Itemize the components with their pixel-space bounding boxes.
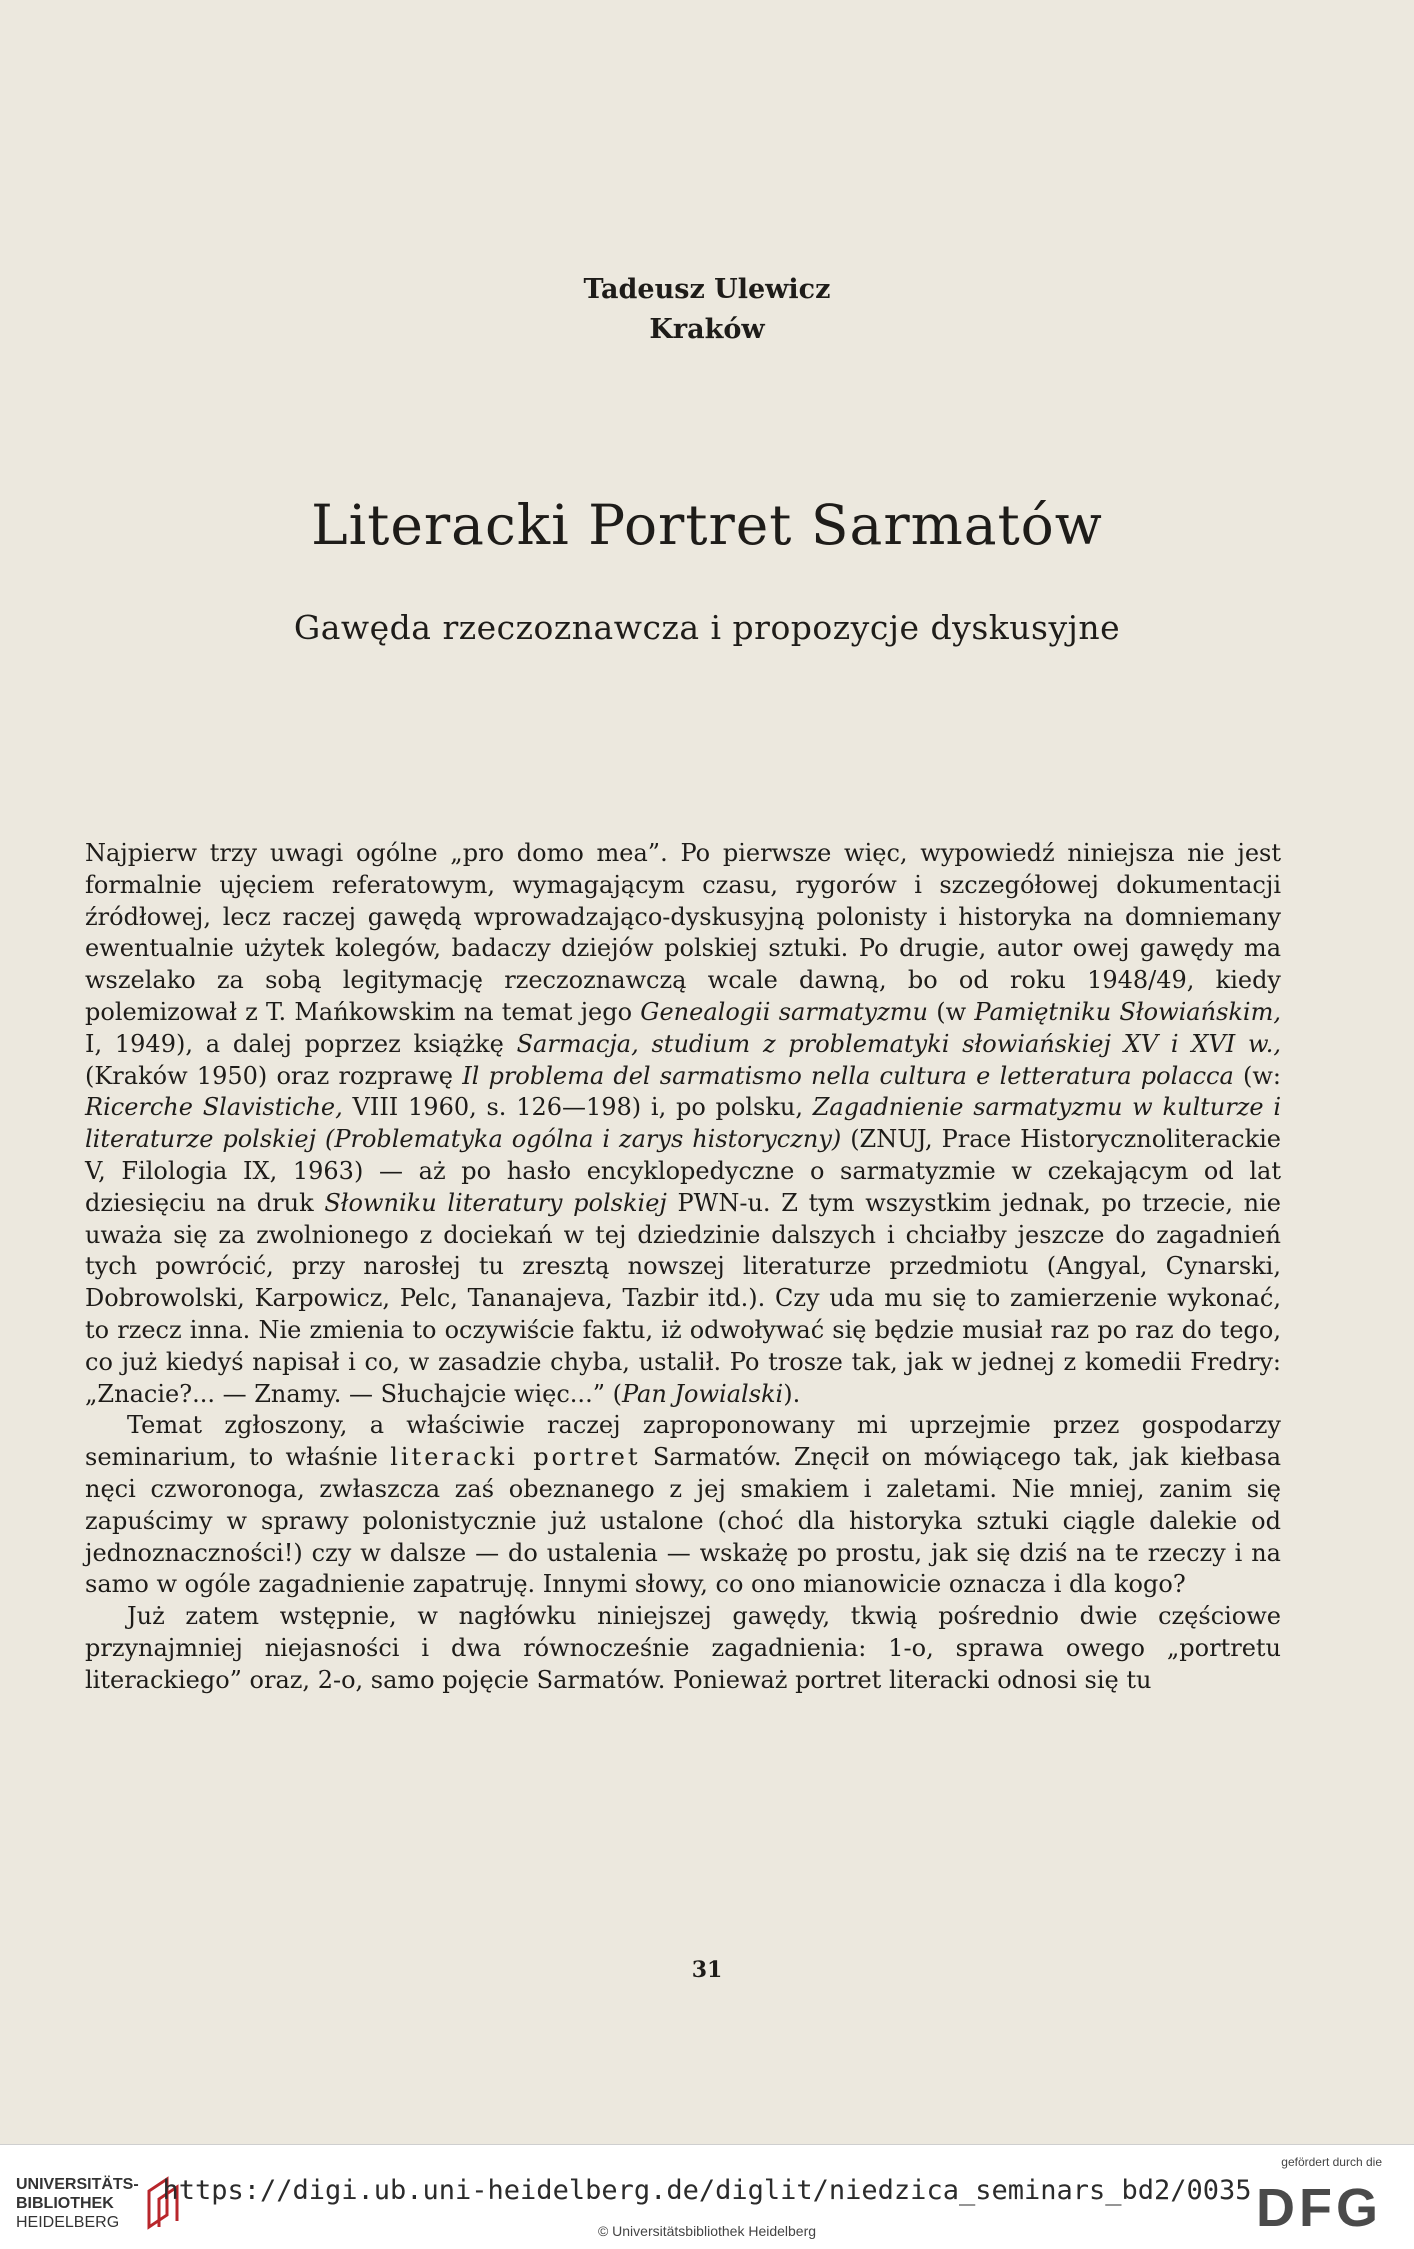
text-run: ). xyxy=(783,1379,801,1408)
italic-citation: Zagadnienie sarmatyzmu w kulturze i literaturze polskiej (Problematyka ogólna i zarys historyczny) xyxy=(85,1093,1281,1154)
text-run: VIII 1960, s. 126—198) i, po polsku, xyxy=(342,1093,813,1122)
author-name: Tadeusz Ulewicz xyxy=(583,274,831,305)
viewer-footer xyxy=(0,2144,1414,2249)
page-number: 31 xyxy=(691,1957,723,1983)
italic-citation: Sarmacja, studium z problematyki słowiańskiej XV i XVI w., xyxy=(516,1029,1281,1058)
italic-citation: Ricerche Slavistiche, xyxy=(85,1093,343,1122)
italic-citation: Słowniku literatury polskiej xyxy=(324,1188,667,1217)
text-run: Najpierw trzy uwagi ogólne „pro domo mea”. Po pierwsze więc, wypowiedź niniejsza nie jest formalnie ujęciem referatowym, wymagającym czasu, rygorów i szczegółowej dokumentacji źródłowej, lecz raczej gawędą wprowadzająco-dyskusyjną polonisty i historyka na domniemany ewentualnie użytek kolegów, badaczy dziejów polskiej sztuki. Po drugie, autor owej gawędy ma wszelako za sobą legitymację rzeczoznawczą wcale dawną, bo od roku 1948/49, kiedy polemizował z T. Mańkowskim na temat jego xyxy=(85,839,1281,1026)
article-body xyxy=(85,838,1281,1697)
italic-citation: Il problema del sarmatismo nella cultura e letteratura polacca xyxy=(462,1061,1234,1090)
library-name-line1: UNIVERSITÄTS- xyxy=(16,2176,139,2193)
dfg-logo-icon[interactable]: DFG xyxy=(1256,2178,1382,2238)
sponsor-note: gefördert durch die xyxy=(1281,2155,1382,2169)
italic-citation: Pamiętniku Słowiańskim, xyxy=(974,997,1281,1026)
paragraph-3 xyxy=(85,1601,1281,1696)
text-run: PWN-u. Z tym wszystkim jednak, po trzecie, nie uważa się za zwolnionego z dociekań w tej dziedzinie dalszych i chciałby jeszcze do zagadnień tych powrócić, przy narosłej tu zresztą nowszej literaturze przedmiotu (Angyal, Cynarski, Dobrowolski, Karpowicz, Pelc, Tananajeva, Tazbir itd.). Czy uda mu się to zamierzenie wykonać, to rzecz inna. Nie zmienia to oczywiście faktu, iż odwoływać się będzie musiał raz po raz do tego, co już kiedyś napisał i co, w zasadzie chyba, ustalił. Po trosze tak, jak w jednej z komedii Fredry: „Znacie?... — Znamy. — Słuchajcie więc...” ( xyxy=(85,1188,1282,1408)
text-run: I, 1949), a dalej poprzez książkę xyxy=(85,1029,517,1058)
text-run: Temat zgłoszony, a właściwie raczej zaproponowany mi uprzejmie przez gospodarzy seminarium, to właśnie xyxy=(85,1411,1281,1472)
spaced-emphasis: literacki portret xyxy=(390,1443,641,1472)
paragraph-1 xyxy=(85,838,1281,1410)
library-name-line2: BIBLIOTHEK xyxy=(16,2195,114,2212)
article-subtitle: Gawęda rzeczoznawcza i propozycje dyskusyjne xyxy=(293,608,1121,647)
italic-citation: Pan Jowialski xyxy=(621,1379,784,1408)
text-run: (Kraków 1950) oraz rozprawę xyxy=(85,1061,463,1090)
text-run: Sarmatów. Znęcił on mówiącego tak, jak kiełbasa nęci czworonoga, zwłaszcza zaś obeznanego z jej smakiem i zaletami. Nie mniej, zanim się zapuścimy w sprawy polonistycznie już ustalone (choć dla historyka sztuki ciągle dalekie od jednoznaczności!) czy w dalsze — do ustalenia — wskażę po prostu, jak się dziś na te rzeczy i na samo w ogóle zagadnienie zapatruję. Innymi słowy, co ono mianowicie oznacza i dla kogo? xyxy=(85,1443,1281,1599)
copyright-notice: © Universitätsbibliothek Heidelberg xyxy=(597,2223,817,2239)
author-location: Kraków xyxy=(649,314,765,345)
author-block xyxy=(0,270,1414,350)
text-run: (ZNUJ, Prace Historycznoliterackie V, Filologia IX, 1963) — aż po hasło encyklopedyczne o sarmatyzmie w czekającym od lat dziesięciu na druk xyxy=(85,1125,1282,1217)
paragraph-2 xyxy=(85,1410,1281,1601)
article-title: Literacki Portret Sarmatów xyxy=(311,493,1103,557)
text-run: Już zatem wstępnie, w nagłówku niniejszej gawędy, tkwią pośrednio dwie częściowe przynajmniej niejasności i dwa równocześnie zagadnienia: 1-o, sprawa owego „portretu literackiego” oraz, 2-o, samo pojęcie Sarmatów. Ponieważ portret literacki odnosi się tu xyxy=(85,1602,1281,1694)
text-run: (w: xyxy=(1233,1061,1281,1090)
italic-citation: Genealogii sarmatyzmu xyxy=(640,997,928,1026)
permalink-url[interactable]: https://digi.ub.uni-heidelberg.de/diglit/niedzica_seminars_bd2/0035 xyxy=(162,2175,1252,2206)
text-run: (w xyxy=(927,997,975,1026)
library-name-line3: HEIDELBERG xyxy=(16,2214,120,2231)
